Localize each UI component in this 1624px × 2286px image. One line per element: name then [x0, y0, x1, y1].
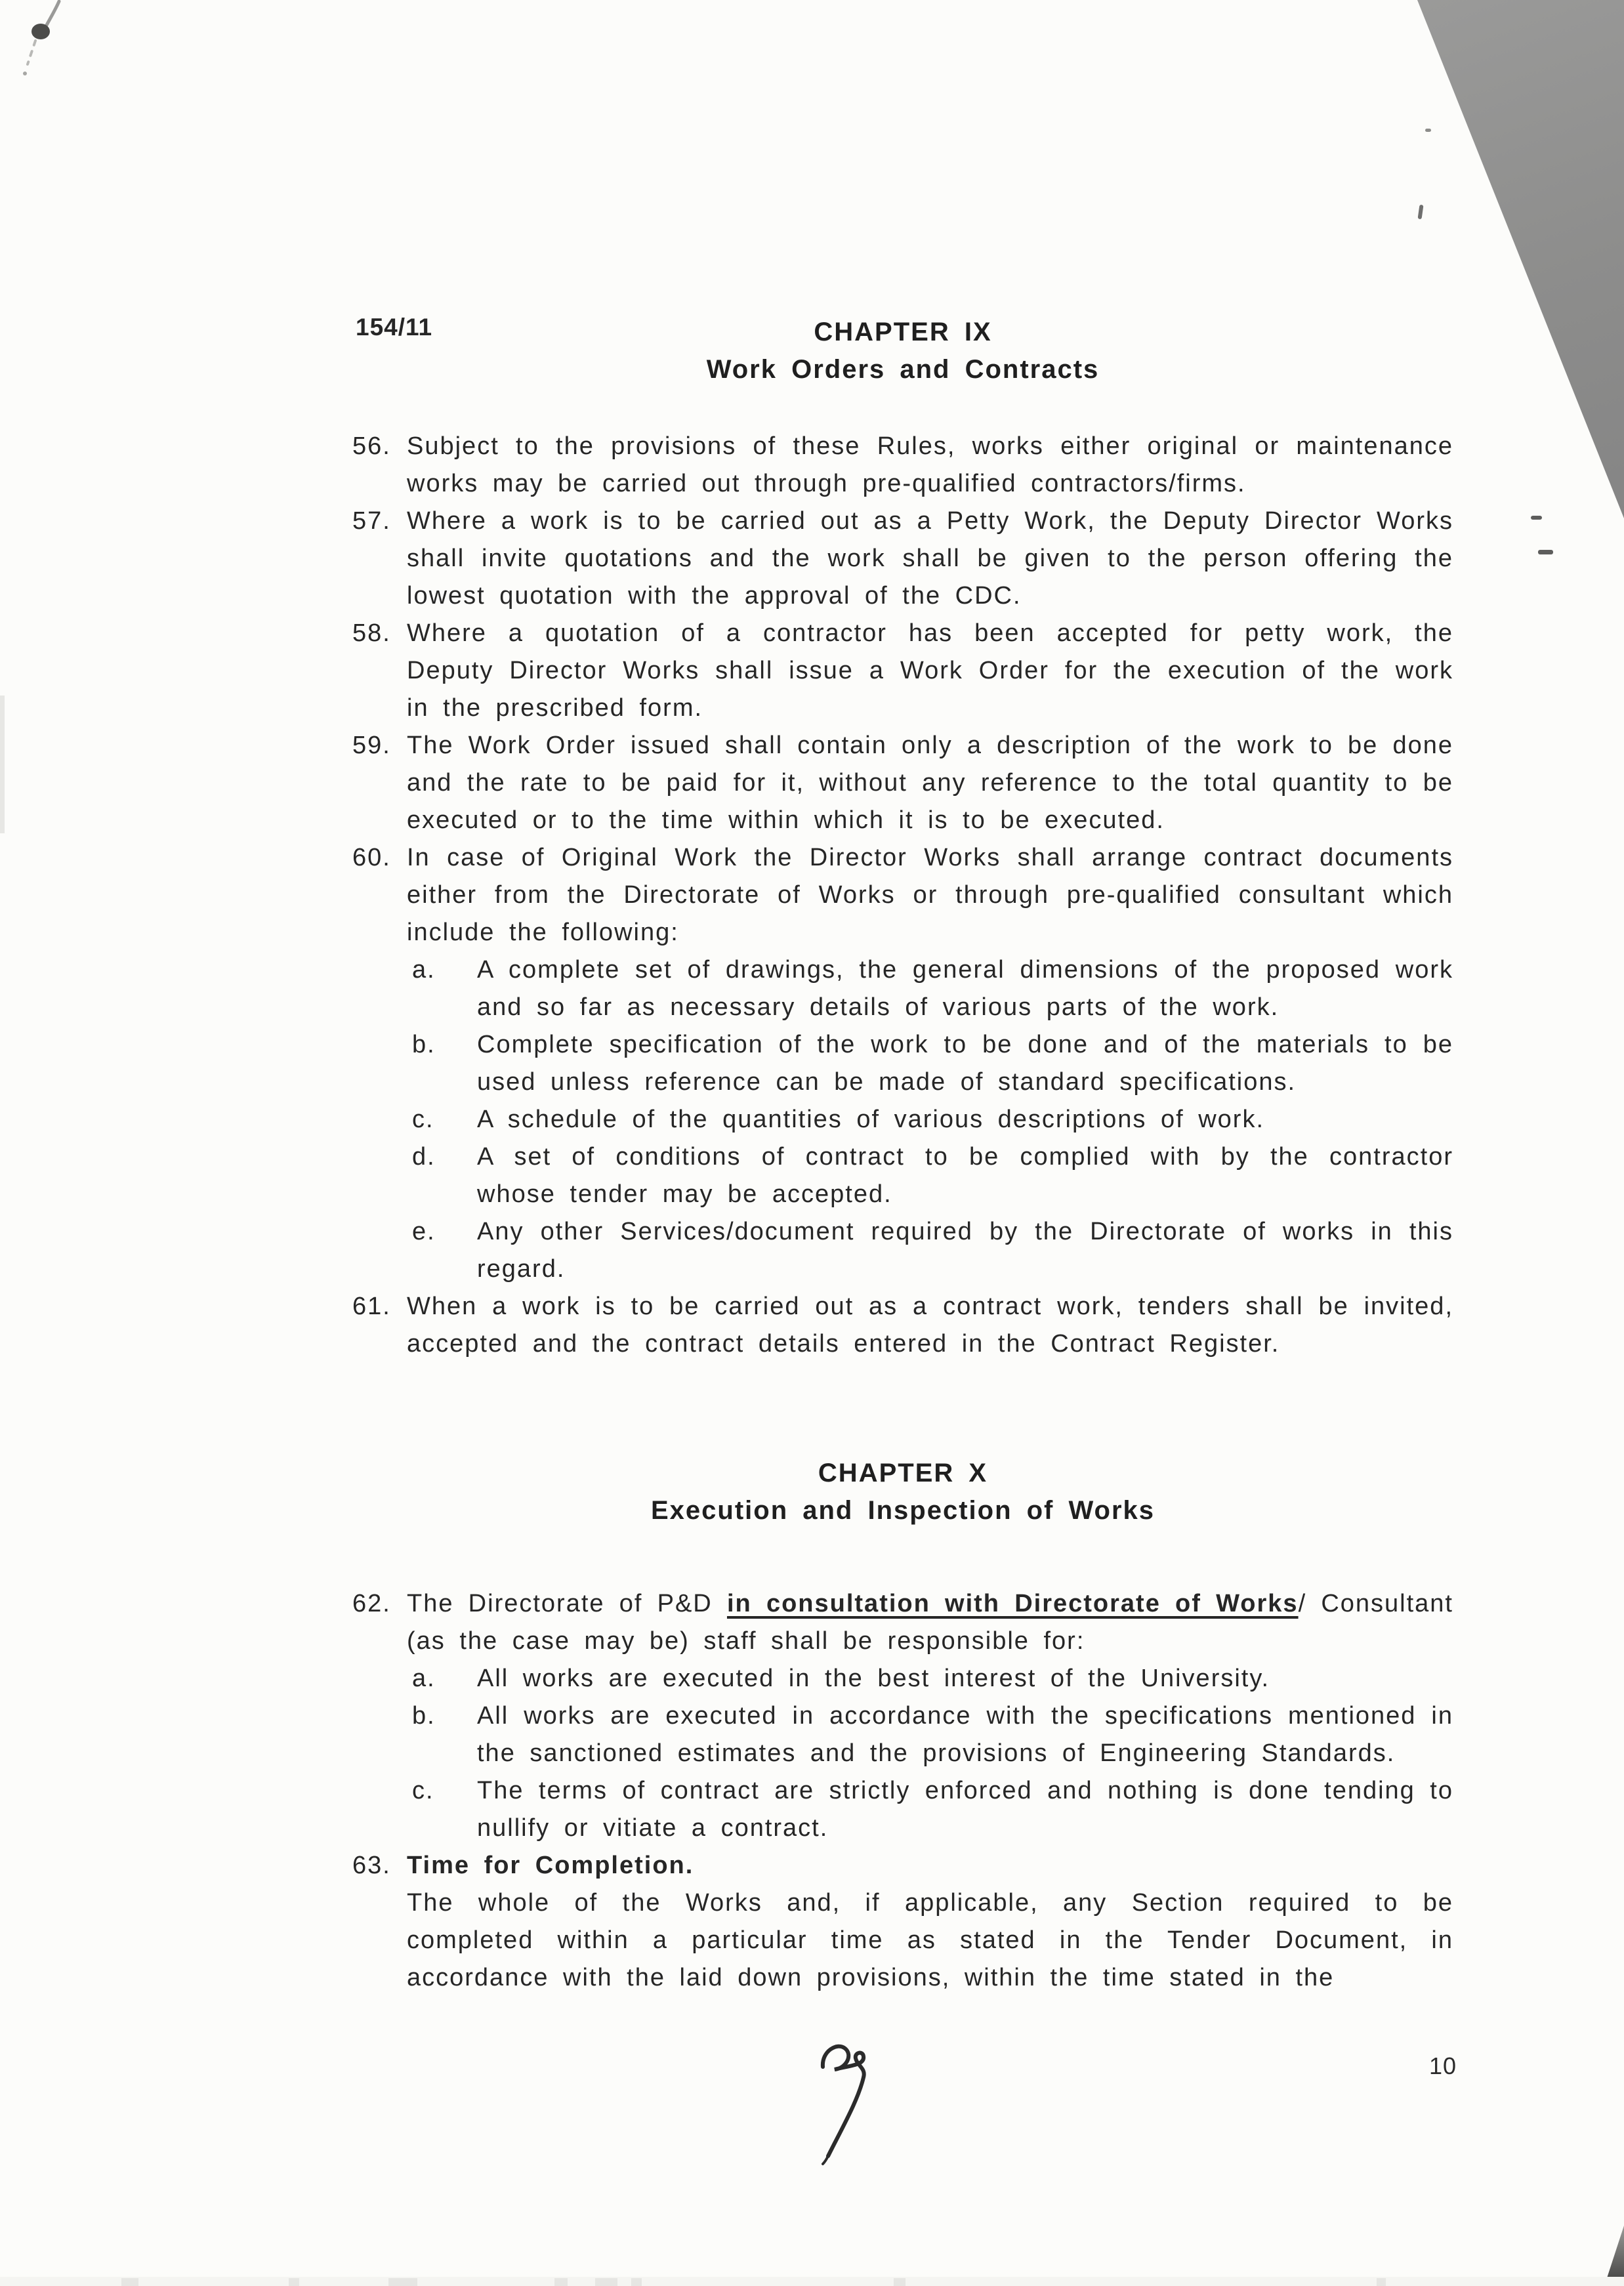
- rule-item-63: [352, 1847, 1453, 1997]
- item-number: 56.: [352, 432, 391, 460]
- bottom-scan-mark: [1377, 2278, 1386, 2286]
- subitem-text: A set of conditions of contract to be complied with by the contractor whose tender may be accepted.: [477, 1143, 1453, 1208]
- subitem-letter: e.: [412, 1218, 436, 1245]
- rule-item-58: [352, 615, 1453, 727]
- subitem-letter: c.: [412, 1106, 434, 1133]
- item-text: [407, 1847, 1453, 1997]
- bottom-scan-mark: [554, 2278, 568, 2286]
- item-63-text: The whole of the Works and, if applicable, any Section required to be completed within a particular time as stated in the Tender Document, in accordance with the laid down provisions, within the time stated in the: [407, 1889, 1453, 1991]
- item-62-emphasis: in consultation with Directorate of Works: [726, 1590, 1299, 1617]
- item-text: Where a quotation of a contractor has been accepted for petty work, the Deputy Director Works shall issue a Work Order for the execution of the work in the prescribed form.: [407, 619, 1453, 722]
- subitem-60b: [407, 1026, 1453, 1101]
- subitem-letter: a.: [412, 956, 436, 984]
- subitem-letter: d.: [412, 1143, 436, 1171]
- bottom-scan-mark: [595, 2278, 617, 2286]
- item-number: 61.: [352, 1293, 391, 1320]
- bottom-scan-mark: [289, 2278, 299, 2286]
- rule-item-61: [352, 1288, 1453, 1363]
- subitem-60a: [407, 951, 1453, 1026]
- item-number: 57.: [352, 507, 391, 535]
- margin-speck: [1417, 205, 1423, 220]
- bottom-scan-mark: [894, 2278, 906, 2286]
- chapter-x-title: CHAPTER X: [818, 1459, 988, 1487]
- item-text: When a work is to be carried out as a contract work, tenders shall be invited, accepted and the contract details entered in the Contract Register.: [407, 1293, 1453, 1358]
- subitem-letter: b.: [412, 1702, 436, 1730]
- subitem-text: All works are executed in accordance with the specifications mentioned in the sanctioned estimates and the provisions of Engineering Standards.: [477, 1702, 1453, 1767]
- signature-mark: [808, 2039, 907, 2171]
- rule-item-62: [352, 1585, 1453, 1847]
- subitem-text: A complete set of drawings, the general dimensions of the proposed work and so far as necessary details of various parts of the work.: [477, 956, 1453, 1021]
- rule-item-60: [352, 839, 1453, 1288]
- subitem-60c: [407, 1101, 1453, 1138]
- item-text: [407, 839, 1453, 1288]
- chapter-x-subtitle: Execution and Inspection of Works: [650, 1496, 1155, 1525]
- left-edge-smudge: [0, 696, 5, 833]
- subitem-letter: b.: [412, 1031, 436, 1058]
- item-63-heading: Time for Completion.: [407, 1852, 694, 1879]
- rule-item-59: [352, 727, 1453, 839]
- subitem-62b: [407, 1697, 1453, 1772]
- pen-mark-artifact: [12, 0, 84, 92]
- chapter-x-header: [352, 1455, 1453, 1529]
- subitem-60d: [407, 1138, 1453, 1213]
- rule-item-56: [352, 428, 1453, 503]
- subitem-letter: a.: [412, 1665, 436, 1692]
- document-content: [352, 314, 1453, 1997]
- item-text: Subject to the provisions of these Rules, works either original or maintenance works may be carried out through pre-qualified contractors/firms.: [407, 432, 1453, 497]
- item-62-paragraph: [407, 1585, 1453, 1660]
- item-number: 60.: [352, 844, 391, 871]
- subitem-text: All works are executed in the best interest of the University.: [477, 1665, 1270, 1692]
- subitem-text: Any other Services/document required by the Directorate of works in this regard.: [477, 1218, 1453, 1283]
- item-62-tail: / Consultant (as the case may be) staff shall be responsible for:: [407, 1590, 1453, 1655]
- subitem-60e: [407, 1213, 1453, 1288]
- chapter-ix-title: CHAPTER IX: [814, 318, 992, 346]
- rule-item-57: [352, 503, 1453, 615]
- subitem-62a: [407, 1660, 1453, 1697]
- subitem-letter: c.: [412, 1777, 434, 1804]
- margin-speck: [1531, 516, 1542, 520]
- item-number: 58.: [352, 619, 391, 647]
- item-number: 59.: [352, 732, 391, 759]
- subitem-text: The terms of contract are strictly enforced and nothing is done tending to nullify or vitiate a contract.: [477, 1777, 1453, 1842]
- item-text: The Work Order issued shall contain only a description of the work to be done and the rate to be paid for it, without any reference to the total quantity to be executed or to the time within which it is to be executed.: [407, 732, 1453, 834]
- margin-speck: [1538, 550, 1553, 554]
- subitem-text: A schedule of the quantities of various descriptions of work.: [477, 1106, 1264, 1133]
- item-text-lead: In case of Original Work the Director Works shall arrange contract documents either from the Directorate of Works or through pre-qualified consultant which include the following:: [407, 844, 1453, 946]
- item-text: Where a work is to be carried out as a Petty Work, the Deputy Director Works shall invite quotations and the work shall be given to the person offering the lowest quotation with the approval of the CDC.: [407, 507, 1453, 610]
- item-number: 62.: [352, 1590, 391, 1617]
- bottom-scan-mark: [631, 2278, 642, 2286]
- subitem-62c: [407, 1772, 1453, 1847]
- page-number: 10: [1429, 2052, 1457, 2079]
- chapter-ix-header: [352, 314, 1453, 388]
- margin-speck: [1425, 129, 1431, 132]
- bottom-scan-mark: [121, 2278, 138, 2286]
- item-text: [407, 1585, 1453, 1847]
- chapter-ix-subtitle: Work Orders and Contracts: [706, 355, 1100, 384]
- page-label: 154/11: [356, 314, 433, 341]
- subitem-text: Complete specification of the work to be done and of the materials to be used unless reference can be made of standard specifications.: [477, 1031, 1453, 1096]
- item-62-lead: The Directorate of P&D: [407, 1590, 727, 1617]
- item-number: 63.: [352, 1852, 391, 1879]
- bottom-scan-mark: [388, 2278, 417, 2286]
